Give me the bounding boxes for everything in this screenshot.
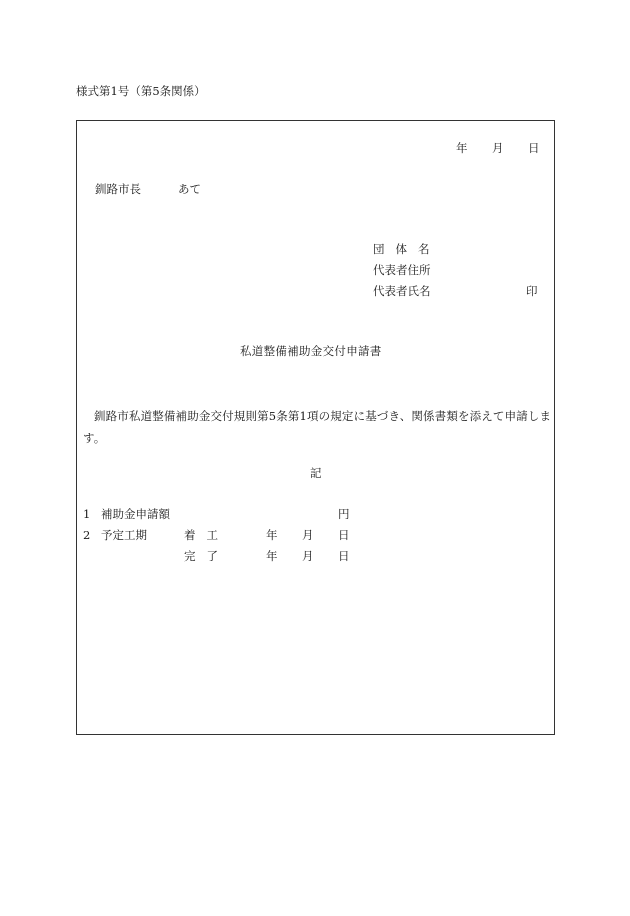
document-title: 私道整備補助金交付申請書 [240, 344, 382, 358]
start-year: 年 [266, 528, 278, 542]
group-name-label: 団 体 名 [373, 242, 430, 256]
item-1-number: 1 [83, 507, 91, 521]
seal-mark: 印 [526, 284, 538, 298]
representative-name-label: 代表者氏名 [373, 284, 431, 298]
addressee-name: 釧路市長 [95, 182, 141, 196]
ki-marker: 記 [310, 466, 322, 480]
item-2-label: 予定工期 [101, 528, 147, 542]
form-number-label: 様式第1号（第5条関係） [76, 84, 206, 98]
end-year: 年 [266, 549, 278, 563]
body-paragraph: 釧路市私道整備補助金交付規則第5条第1項の規定に基づき、関係書類を添えて申請します。 [83, 409, 552, 445]
start-month: 月 [302, 528, 314, 542]
date-day: 日 [528, 141, 540, 155]
start-label: 着 工 [184, 528, 218, 542]
representative-address-label: 代表者住所 [373, 263, 431, 277]
item-2-number: 2 [83, 528, 91, 542]
item-1-unit: 円 [338, 507, 350, 521]
addressee-suffix: あて [178, 182, 201, 196]
end-label: 完 了 [184, 549, 218, 563]
date-month: 月 [492, 141, 504, 155]
date-year: 年 [456, 141, 468, 155]
end-month: 月 [302, 549, 314, 563]
end-day: 日 [338, 549, 350, 563]
start-day: 日 [338, 528, 350, 542]
item-1-label: 補助金申請額 [101, 507, 170, 521]
